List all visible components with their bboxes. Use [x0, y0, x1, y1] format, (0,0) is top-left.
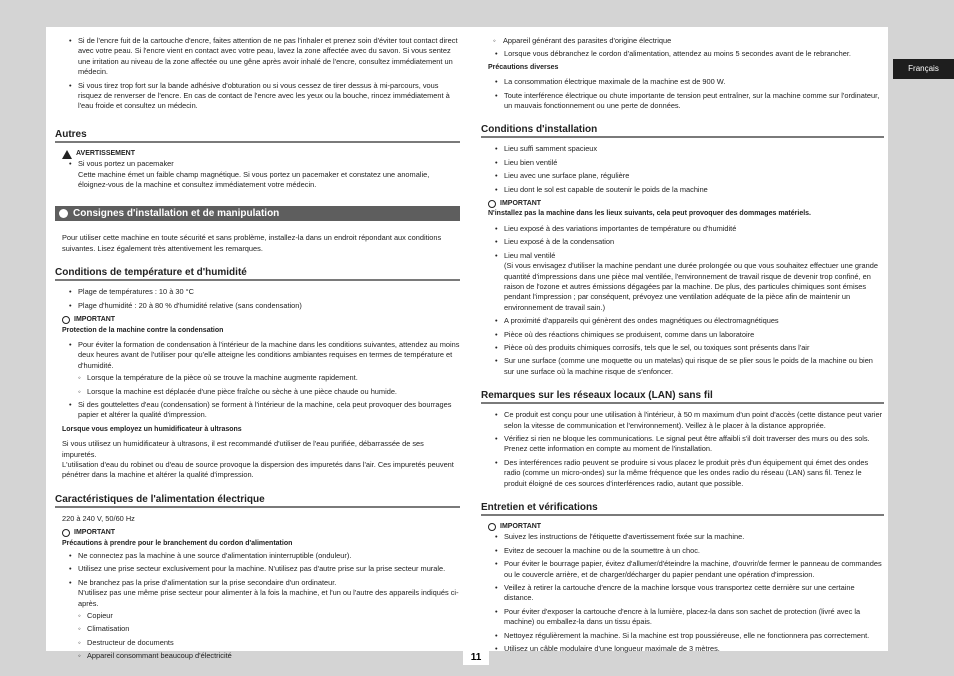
left-column: [55, 36, 460, 665]
warning-label: [62, 149, 460, 159]
warning-triangle-icon: [62, 150, 72, 159]
voltage-text: 220 à 240 V, 50/60 Hz: [62, 513, 135, 523]
list-item: • A proximité d'appareils qui génèrent des ondes magnétiques ou électromagnétiques: [481, 316, 884, 326]
list-item: • Pour éviter le bourrage papier, évitez d'allumer/d'éteindre la machine, d'ouvrir/de fermer le panneau de commandes ou le couvercle arrière, et de charger/décharger du papier pendant une opération d'impression.: [481, 559, 884, 580]
wireless-lan-list: [481, 410, 884, 489]
important-label-text: IMPORTANT: [74, 529, 116, 537]
list-item: ◦ Appareil générant des parasites d'origine électrique: [481, 36, 884, 46]
maintenance-list: [481, 532, 884, 654]
list-item-text: Ne branchez pas la prise d'alimentation sur la prise secondaire d'un ordinateur.: [78, 577, 337, 587]
ink-safety-list: [55, 36, 460, 112]
important-label: [62, 528, 460, 538]
page-number: 11: [463, 651, 489, 665]
list-item: • Si vous tirez trop fort sur la bande adhésive d'obturation ou si vous cessez de tirer dessus à mi-parcours, vous risquez de renverser de l'encre. En cas de contact de l'encre avec les yeux ou la bouche, rincez immédiatement à l'eau froide et consultez un médecin.: [55, 81, 460, 112]
temperature-list: [55, 287, 460, 311]
section-heading-electric: Caractéristiques de l'alimentation électrique: [55, 493, 460, 508]
important-label: [488, 199, 884, 209]
list-item: • Lieu bien ventilé: [481, 158, 884, 168]
section-heading-wireless-lan: Remarques sur les réseaux locaux (LAN) sans fil: [481, 389, 884, 404]
important-label-text: IMPORTANT: [500, 523, 542, 530]
list-item: • Si de l'encre fuit de la cartouche d'encre, faites attention de ne pas l'inhaler et prenez soin d'éviter tout contact direct avec votre peau. Si l'encre vient en contact avec votre peau, lavez la zone affectée avec du savon. Si vous sentez une irritation au niveau de la zone affectée ou une gêne après avoir inhalé de l'encre, consultez immédiatement un médecin.: [55, 36, 460, 78]
humidifier-subheading: Lorsque vous employez un humidificateur à ultrasons: [62, 425, 242, 433]
condensation-subheading: Protection de la machine contre la condensation: [62, 326, 224, 334]
section-heading-autres: Autres: [55, 128, 460, 143]
installation-list: [481, 144, 884, 195]
autres-list: [55, 159, 460, 190]
important-label: [62, 315, 460, 325]
list-item: • Utilisez une prise secteur exclusivement pour la machine. N'utilisez pas d'autre prise sur la prise secteur murale.: [55, 564, 460, 574]
list-item: ◦ Lorsque la température de la pièce où se trouve la machine augmente rapidement.: [78, 373, 460, 383]
list-item: • Ce produit est conçu pour une utilisation à l'intérieur, à 50 m maximum d'un point d'accès (cette distance peut varier selon la vitesse de communication et l'environnement). Veillez à le placer à la distance appropriée.: [481, 410, 884, 431]
list-item: • Lieu exposé à des variations importantes de température ou d'humidité: [481, 224, 884, 234]
list-item: • Evitez de secouer la machine ou de la soumettre à un choc.: [481, 546, 884, 556]
devices-continued-list: [481, 36, 884, 46]
list-item: [55, 578, 460, 662]
list-item: • Lieu exposé à de la condensation: [481, 237, 884, 247]
list-item: • Nettoyez régulièrement la machine. Si la machine est trop poussiéreuse, elle ne fonctionnera pas correctement.: [481, 631, 884, 641]
list-item: • Pour éviter d'exposer la cartouche d'encre à la lumière, placez-la dans son sachet de protection (livré avec la machine) ou emballez-la dans un tissu épais.: [481, 607, 884, 628]
list-item: • Ne connectez pas la machine à une source d'alimentation ininterruptible (onduleur).: [55, 551, 460, 561]
right-column: [481, 36, 884, 657]
section-heading-installation: Conditions d'installation: [481, 123, 884, 138]
important-circle-icon: [62, 529, 70, 537]
misc-precautions-list: [481, 77, 884, 111]
list-item: • Pièce où des produits chimiques corrosifs, tels que le sel, ou toxiques sont présents dans l'air: [481, 343, 884, 353]
list-item: • Plage d'humidité : 20 à 80 % d'humidité relative (sans condensation): [55, 301, 460, 311]
consignes-intro: Pour utiliser cette machine en toute sécurité et sans problème, installez-la dans un endroit répondant aux conditions suivantes. Lisez également très attentivement les remarques.: [62, 233, 442, 253]
forbidden-places-subheading: N'installez pas la machine dans les lieux suivants, cela peut provoquer des dommages matériels.: [488, 210, 812, 218]
section-bar-consignes: [55, 206, 460, 221]
humidifier-para-1: Si vous utilisez un humidificateur à ultrasons, il est recommandé d'utiliser de l'eau purifiée, débarrassée de ses impuretés.: [62, 439, 424, 459]
list-item: • Sur une surface (comme une moquette ou un matelas) qui risque de se plier sous le poids de la machine ou bien sur une surface où la machine risque de s'enfoncer.: [481, 356, 884, 377]
warning-label-text: AVERTISSEMENT: [76, 149, 135, 157]
list-item: ◦ Lorsque la machine est déplacée d'une pièce fraîche ou sèche à une pièce chaude ou humide.: [78, 387, 460, 397]
language-tab[interactable]: Français: [893, 59, 954, 79]
list-item: [55, 159, 460, 190]
list-item: • Veillez à retirer la cartouche d'encre de la machine lorsque vous transportez cette dernière sur une certaine distance.: [481, 583, 884, 604]
list-item-text: Pour éviter la formation de condensation à l'intérieur de la machine dans les conditions suivantes, attendez au moins deux heures avant de l'utiliser pour qu'elle atteigne les conditions ambiantes requises en termes de température et d'humidité.: [78, 339, 460, 370]
list-item-detail: (Si vous envisagez d'utiliser la machine pendant une durée prolongée ou que vous souhaitez effectuer une grande quantité d'impressions dans une pièce mal ventilée, l'environnement de travail risque de devenir trop confiné, en raison de l'ozone et autres émissions dégagées par la machine. De plus, des particules chimiques sont émises pendant l'impression ; par conséquent, prévoyez une ventilation adéquate de la pièce afin de maintenir un environnement de travail sain.): [504, 261, 878, 312]
list-item: • Utilisez un câble modulaire d'une longueur maximale de 3 mètres.: [481, 644, 884, 654]
important-circle-icon: [488, 200, 496, 208]
list-item: ◦ Copieur: [78, 611, 460, 621]
power-cord-list: [55, 551, 460, 662]
list-item: • Toute interférence électrique ou chute importante de tension peut entraîner, sur la machine comme sur l'ordinateur, un mauvais fonctionnement ou une perte de données.: [481, 91, 884, 112]
power-cord-subheading: Précautions à prendre pour le branchement du cordon d'alimentation: [62, 539, 293, 547]
condensation-list: [55, 340, 460, 421]
list-item: • Plage de températures : 10 à 30 °C: [55, 287, 460, 297]
devices-sublist: [78, 611, 460, 662]
list-item: ◦ Destructeur de documents: [78, 638, 460, 648]
important-label: [488, 522, 884, 532]
section-heading-maintenance: Entretien et vérifications: [481, 501, 884, 516]
list-item-text: Lieu mal ventilé: [504, 250, 556, 260]
info-circle-icon: [59, 209, 68, 218]
section-bar-title: Consignes d'installation et de manipulation: [73, 208, 280, 220]
list-item-detail: Cette machine émet un faible champ magnétique. Si vous portez un pacemaker et constatez une anomalie, éloignez-vous de la machine et consultez immédiatement votre médecin.: [78, 169, 430, 190]
list-item: • Lorsque vous débranchez le cordon d'alimentation, attendez au moins 5 secondes avant de le rebrancher.: [481, 49, 884, 59]
list-item: • Des interférences radio peuvent se produire si vous placez le produit près d'un équipement qui émet des ondes radio (comme un micro-ondes) sur la même fréquence que les ondes radio du réseau (LAN) sans fil. Tenez le produit éloigné de ces sources d'interférences radio, autant que possible.: [481, 458, 884, 489]
list-item-text: Si vous portez un pacemaker: [78, 159, 174, 169]
misc-precautions-subheading: Précautions diverses: [488, 63, 559, 71]
list-item: • Lieu avec une surface plane, régulière: [481, 171, 884, 181]
list-item: • Lieu dont le sol est capable de soutenir le poids de la machine: [481, 185, 884, 195]
section-heading-temperature: Conditions de température et d'humidité: [55, 266, 460, 281]
list-item: • Lieu suffi samment spacieux: [481, 144, 884, 154]
list-item-detail: N'utilisez pas une même prise secteur pour alimenter à la fois la machine, et l'un ou l'autre des appareils indiqués ci-après.: [78, 588, 459, 608]
list-item: [481, 251, 884, 313]
list-item: ◦ Appareil consommant beaucoup d'électricité: [78, 651, 460, 661]
list-item: [55, 340, 460, 397]
important-circle-icon: [62, 316, 70, 324]
important-label-text: IMPORTANT: [74, 316, 116, 324]
list-item: • Si des gouttelettes d'eau (condensation) se forment à l'intérieur de la machine, cela peut provoquer des bourrages papier et altérer la qualité d'impression.: [55, 400, 460, 421]
forbidden-places-list: [481, 224, 884, 377]
list-item: • La consommation électrique maximale de la machine est de 900 W.: [481, 77, 884, 87]
list-item: • Suivez les instructions de l'étiquette d'avertissement fixée sur la machine.: [481, 532, 884, 542]
humidifier-para-2: L'utilisation d'eau du robinet ou d'eau de source provoque la dispersion des impuretés dans l'air. Ces impuretés peuvent pénétrer dans la machine et altérer la qualité d'impression.: [62, 459, 454, 480]
important-label-text: IMPORTANT: [500, 200, 542, 208]
list-item: • Vérifiez si rien ne bloque les communications. Le signal peut être affaibli s'il doit traverser des murs ou des sols. Prenez cette information en compte au moment de l'installation.: [481, 434, 884, 455]
condensation-sublist: [78, 373, 460, 397]
unplug-list: [481, 49, 884, 59]
important-circle-icon: [488, 523, 496, 531]
list-item: ◦ Climatisation: [78, 624, 460, 634]
list-item: • Pièce où des réactions chimiques se produisent, comme dans un laboratoire: [481, 330, 884, 340]
